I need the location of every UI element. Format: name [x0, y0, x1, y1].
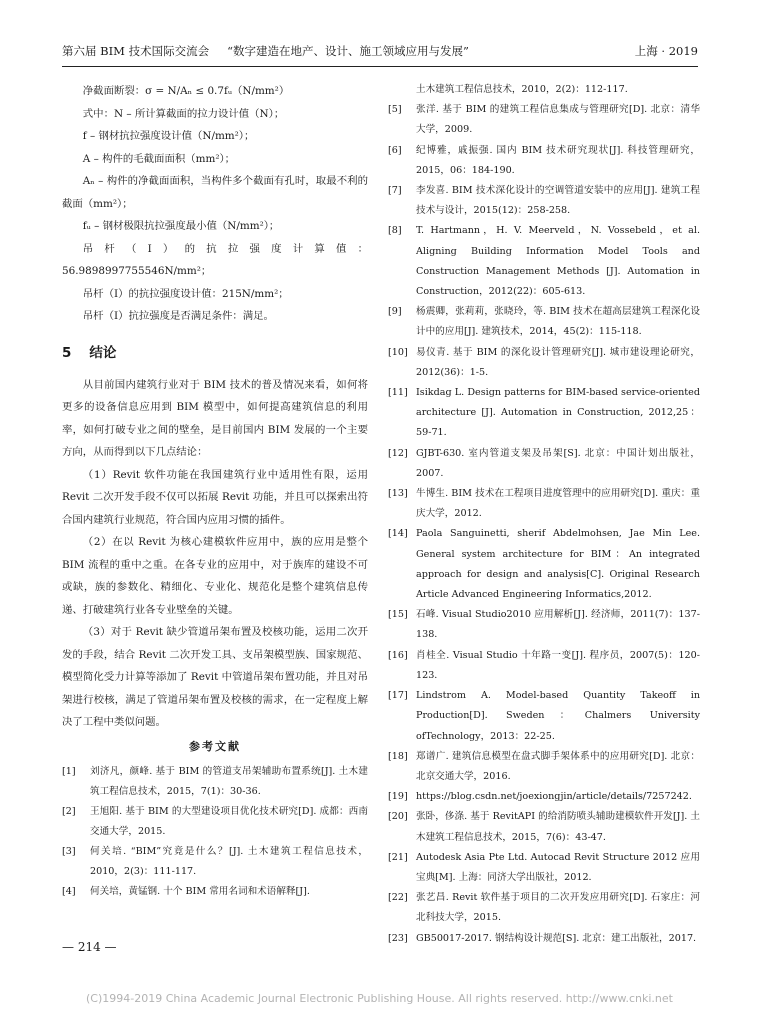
- reference-item: [388, 929, 700, 949]
- page-number: — 214 —: [62, 940, 117, 954]
- reference-item: [388, 686, 700, 747]
- references-list-left: [62, 762, 368, 902]
- reference-text: 张卧，侈涤. 基于 RevitAPI 的给消防喷头辅助建模软件开发[J]. 土木建筑工程信息技术，2015，7(6)：43-47.: [416, 811, 700, 843]
- reference-number: [10]: [388, 346, 408, 358]
- section-number: 5: [62, 344, 72, 361]
- reference-text: Paola Sanguinetti, sherif Abdelmohsen, Jae Min Lee. General system architecture for BIM：An integrated approach for design and analysis[C]. Original Research Article Advanced Engineering Informatics,2012.: [416, 528, 700, 601]
- reference-text: T. Hartmann，H. V. Meerveld，N. Vossebeld，et al. Aligning Building Information Model Tools and Construction Management Methods [J]. Automation in Construction，2012(22)：605-613.: [416, 225, 700, 298]
- reference-continuation: [388, 80, 700, 100]
- conclusion-point-3: （3）对于 Revit 缺少管道吊架布置及校核功能，运用二次开发的手段，结合 Revit 二次开发工具、支吊架模型族、国家规范、模型简化受力计算等添加了 Revit 中管道吊架布置功能，并且对吊架进行校核，满足了管道吊架布置及校核的需求，在一定程度上解决了工程中类似问题。: [62, 626, 368, 728]
- tensile-calc-value: 吊杆（Ⅰ）的抗拉强度计算值：56.9898997755546N/mm²；: [62, 242, 368, 277]
- reference-number: [21]: [388, 851, 408, 863]
- reference-item: [388, 524, 700, 605]
- reference-text: 王旭阳. 基于 BIM 的大型建设项目优化技术研究[D]. 成都：西南交通大学，2015.: [90, 806, 368, 837]
- reference-text: https://blog.csdn.net/joexiongjin/article/details/7257242.: [416, 791, 692, 803]
- reference-item: [388, 605, 700, 645]
- reference-number: [388, 80, 416, 100]
- reference-text: 张洋. 基于 BIM 的建筑工程信息集成与管理研究[D]. 北京：清华大学，2009.: [416, 104, 700, 136]
- reference-number: [11]: [388, 387, 408, 399]
- reference-number: [2]: [62, 806, 76, 817]
- reference-text: 纪博雅，戚振强. 国内 BIM 技术研究现状[J]. 科技管理研究，2015，06：184-190.: [416, 144, 700, 176]
- reference-text: 郑谱广. 建筑信息模型在盘式脚手架体系中的应用研究[D]. 北京：北京交通大学，2016.: [416, 750, 700, 782]
- header-conference: 第六届 BIM 技术国际交流会: [62, 44, 210, 58]
- conclusion-intro-paragraph: 从目前国内建筑行业对于 BIM 技术的普及情况来看，如何将更多的设备信息应用到 BIM 模型中，如何提高建筑信息的利用率，如何打破专业之间的壁垒，是目前国内 BIM 发展的一个主要方向，从而得到以下几点结论：: [62, 378, 368, 458]
- reference-item: [62, 882, 368, 902]
- reference-text: GJBT-630. 室内管道支架及吊架[S]. 北京：中国计划出版社，2007.: [416, 447, 700, 479]
- reference-text: Isikdag L. Design patterns for BIM-based service-oriented architecture [J]. Automation in Construction, 2012,25：59-71.: [416, 387, 700, 439]
- reference-item: [388, 484, 700, 524]
- reference-number: [8]: [388, 225, 402, 237]
- reference-text: 石峰. Visual Studio2010 应用解析[J]. 经济师，2011(7)：137-138.: [416, 609, 700, 641]
- reference-number: [5]: [388, 104, 402, 116]
- running-header: [62, 40, 698, 67]
- reference-text: 何关培. “BIM”究竟是什么？[J]. 土木建筑工程信息技术，2010，2(3)：111-117.: [90, 846, 368, 877]
- conclusion-point-2: （2）在以 Revit 为核心建模软件应用中，族的应用是整个 BIM 流程的重中之重。在各专业的应用中，对于族库的建设不可或缺，族的参数化、精细化、专业化、规范化是整个建筑信息传递、打破建筑行业各专业壁垒的关键。: [62, 536, 368, 616]
- symbol-f-definition: f – 钢材抗拉强度设计值（N/mm²）；: [82, 130, 255, 142]
- reference-text: 肖桂全. Visual Studio 十年路一变[J]. 程序员，2007(5)：120-123.: [416, 649, 700, 681]
- reference-text: 张艺昌. Revit 软件基于项目的二次开发应用研究[D]. 石家庄：河北科技大学，2015.: [416, 892, 700, 924]
- reference-text: 杨震卿，张莉莉，张晓玲，等. BIM 技术在超高层建筑工程深化设计中的应用[J]. 建筑技术，2014，45(2)：115-118.: [416, 306, 700, 338]
- reference-number: [9]: [388, 306, 402, 318]
- symbol-a-definition: A – 构件的毛截面面积（mm²）；: [82, 152, 236, 165]
- reference-number: [4]: [62, 886, 76, 897]
- reference-item: [388, 747, 700, 787]
- reference-number: [18]: [388, 750, 408, 762]
- reference-item: [388, 221, 700, 302]
- reference-text: 土木建筑工程信息技术，2010，2(2)：112-117.: [416, 84, 628, 95]
- reference-item: [388, 444, 700, 484]
- reference-number: [17]: [388, 690, 408, 702]
- reference-number: [13]: [388, 488, 408, 500]
- references-heading: 参考文献: [189, 739, 241, 753]
- reference-number: [12]: [388, 447, 408, 459]
- reference-number: [22]: [388, 892, 408, 904]
- symbol-fu-definition: fᵤ – 钢材极限抗拉强度最小值（N/mm²）；: [82, 220, 280, 232]
- reference-number: [1]: [62, 766, 76, 777]
- reference-item: [388, 141, 700, 181]
- reference-number: [16]: [388, 649, 408, 661]
- reference-item: [388, 302, 700, 342]
- symbol-an-definition: Aₙ – 构件的净截面面积，当构件多个截面有孔时，取最不利的截面（mm²）；: [62, 175, 368, 210]
- reference-number: [3]: [62, 846, 76, 857]
- reference-item: [62, 842, 368, 882]
- header-location-year: 上海 · 2019: [634, 44, 698, 58]
- reference-number: [14]: [388, 528, 408, 540]
- where-clause: 式中：N – 所计算截面的拉力设计值（N）；: [82, 107, 285, 120]
- reference-item: [62, 802, 368, 842]
- reference-number: [7]: [388, 185, 402, 197]
- reference-text: 何关培，黄锰钢. 十个 BIM 常用名词和术语解释[J].: [90, 886, 310, 897]
- reference-item: [388, 646, 700, 686]
- conclusion-point-1: （1）Revit 软件功能在我国建筑行业中适用性有限，运用 Revit 二次开发手段不仅可以拓展 Revit 功能，并且可以探索出符合国内建筑行业规范，符合国内应用习惯的插件。: [62, 468, 368, 526]
- reference-item: [388, 181, 700, 221]
- section-title: 结论: [89, 344, 117, 361]
- tensile-check-result: 吊杆（Ⅰ）抗拉强度是否满足条件：满足。: [82, 310, 274, 322]
- reference-item: [388, 848, 700, 888]
- reference-text: 易仪青. 基于 BIM 的深化设计管理研究[J]. 城市建设理论研究，2012(36)：1-5.: [416, 346, 700, 378]
- reference-number: [23]: [388, 932, 408, 944]
- reference-text: Lindstrom A. Model-based Quantity Takeoff in Production[D]. Sweden：Chalmers University ofTechnology，2013：22-25.: [416, 690, 700, 742]
- reference-item: [388, 888, 700, 928]
- reference-item: [388, 383, 700, 444]
- section-heading: [62, 342, 368, 364]
- header-left: [62, 40, 469, 62]
- reference-text: Autodesk Asia Pte Ltd. Autocad Revit Structure 2012 应用宝典[M]. 上海：同济大学出版社，2012.: [416, 851, 700, 883]
- reference-number: [6]: [388, 144, 402, 156]
- reference-text: GB50017-2017. 钢结构设计规范[S]. 北京：建工出版社，2017.: [416, 932, 697, 944]
- reference-number: [20]: [388, 811, 408, 823]
- reference-text: 李发喜. BIM 技术深化设计的空调管道安装中的应用[J]. 建筑工程技术与设计，2015(12)：258-258.: [416, 185, 700, 217]
- reference-number: [19]: [388, 791, 408, 803]
- net-section-formula: 净截面断裂：σ = N/Aₙ ≤ 0.7fᵤ（N/mm²）: [82, 85, 290, 97]
- copyright-watermark: (C)1994-2019 China Academic Journal Electronic Publishing House. All rights reserved. http://www.cnki.net: [86, 992, 673, 1005]
- right-column: [388, 80, 700, 949]
- reference-item: [388, 100, 700, 140]
- reference-item: [388, 343, 700, 383]
- reference-item: [62, 762, 368, 802]
- reference-text: 刘济凡，颜峰. 基于 BIM 的管道支吊架辅助布置系统[J]. 土木建筑工程信息技术，2015，7(1)：30-36.: [90, 766, 368, 797]
- left-column: [62, 80, 368, 902]
- tensile-design-value: 吊杆（Ⅰ）的抗拉强度设计值：215N/mm²；: [82, 287, 289, 300]
- header-topic: “数字建造在地产、设计、施工领域应用与发展”: [227, 44, 469, 58]
- reference-item: [388, 807, 700, 847]
- reference-text: 牛博生. BIM 技术在工程项目进度管理中的应用研究[D]. 重庆：重庆大学，2012.: [416, 488, 700, 520]
- reference-number: [15]: [388, 609, 408, 621]
- reference-item: [388, 787, 700, 807]
